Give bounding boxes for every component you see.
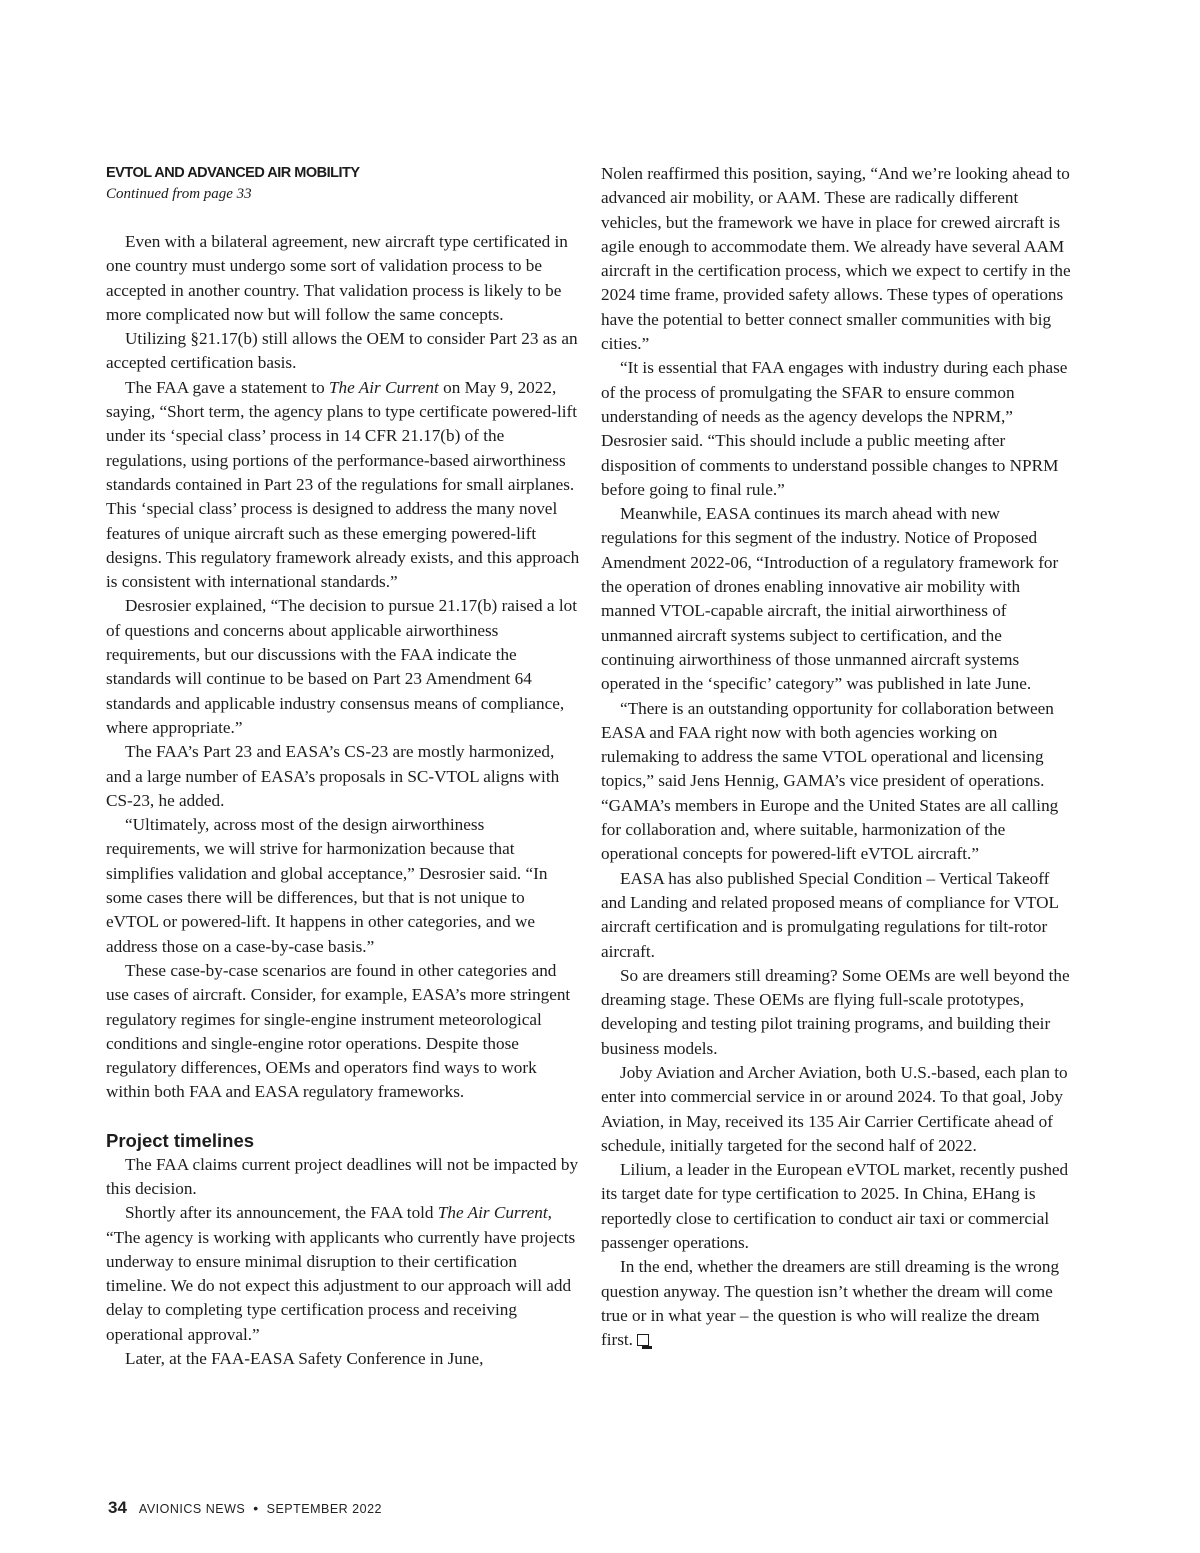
continued-from-note: Continued from page 33	[106, 186, 252, 202]
paragraph: EASA has also published Special Condition – Vertical Takeoff and Landing and related proposed means of compliance for VTOL aircraft certification and is promulgating regulations for tilt-rotor aircraft.	[601, 868, 1059, 961]
paragraph: The FAA claims current project deadlines will not be impacted by this decision.	[106, 1154, 579, 1198]
paragraph: “Ultimately, across most of the design airworthiness requirements, we will strive for harmonization because that simplifies validation and global acceptance,” Desrosier said. “In some cases there will be differences, but that is not unique to eVTOL or powered-lift. It happens in other categories, and we address those on a case-by-case basis.”	[106, 815, 548, 956]
paragraph	[106, 1201, 580, 1347]
publication-title: The Air Current	[328, 377, 439, 397]
paragraph	[106, 376, 580, 595]
paragraph-text: The FAA gave a statement to	[125, 377, 329, 397]
paragraph: Nolen reaffirmed this position, saying, “And we’re looking ahead to advanced air mobility, or AAM. These are radically different vehicles, but the framework we have in place for crewed aircraft is agile enough to accommodate them. We already have several AAM aircraft in the certification process, which we expect to certify in the 2024 time frame, provided safety allows. These types of operations have the potential to better connect smaller communities with big cities.”	[601, 164, 1071, 354]
paragraph-text: , “The agency is working with applicants who currently have projects underway to ensure minimal disruption to their certification timeline. We do not expect this adjustment to our approach will add delay to completing type certification process and receiving operational approval.”	[106, 1203, 576, 1344]
paragraph: So are dreamers still dreaming? Some OEMs are well beyond the dreaming stage. These OEMs are flying full-scale prototypes, developing and testing pilot training programs, and building their business models.	[601, 965, 1070, 1058]
page-number: 34	[108, 1498, 127, 1517]
publication-name: AVIONICS NEWS	[138, 1502, 246, 1516]
paragraph: “It is essential that FAA engages with industry during each phase of the process of promulgating the SFAR to ensure common understanding of needs as the agency develops the NPRM,” Desrosier said. “This should include a public meeting after disposition of comments to understand possible changes to NPRM before going to final rule.”	[601, 358, 1068, 499]
end-of-article-box-icon	[637, 1334, 649, 1346]
footer-separator: •	[253, 1500, 259, 1516]
paragraph: Lilium, a leader in the European eVTOL market, recently pushed its target date for type certification to 2025. In China, EHang is reportedly close to certification to conduct air taxi or commercial passenger operations.	[601, 1160, 1069, 1253]
paragraph: Later, at the FAA-EASA Safety Conference in June,	[125, 1349, 484, 1369]
publication-title: The Air Current	[437, 1203, 548, 1223]
subheading: Project timelines	[106, 1129, 255, 1151]
paragraph-text: In the end, whether the dreamers are still dreaming is the wrong question anyway. The question isn’t whether the dream will come true or in what year – the question is who will realize the dream first.	[601, 1257, 1060, 1350]
paragraph-text: on May 9, 2022, saying, “Short term, the agency plans to type certificate powered-lift under its ‘special class’ process in 14 CFR 21.17(b) of the regulations, using portions of the performance-based airworthiness standards contained in Part 23 of the regulations for small airplanes. This ‘special class’ process is designed to address the many novel features of unique aircraft such as these emerging powered-lift designs. This regulatory framework already exists, and this approach is consistent with international standards.”	[106, 377, 580, 592]
left-column	[106, 162, 580, 1371]
paragraph: “There is an outstanding opportunity for collaboration between EASA and FAA right now with both agencies working on rulemaking to address the same VTOL operational and licensing topics,” said Jens Hennig, GAMA’s vice president of operations. “GAMA’s members in Europe and the United States are all calling for collaboration and, where suitable, harmonization of the operational concepts for powered-lift eVTOL aircraft.”	[601, 698, 1059, 864]
paragraph: Joby Aviation and Archer Aviation, both U.S.-based, each plan to enter into commercial service in or around 2024. To that goal, Joby Aviation, in May, received its 135 Air Carrier Certificate ahead of schedule, initially targeted for the second half of 2022.	[601, 1062, 1068, 1155]
paragraph: These case-by-case scenarios are found in other categories and use cases of aircraft. Consider, for example, EASA’s more stringent regulatory regimes for single-engine instrument meteorological conditions and single-engine rotor operations. Despite those regulatory differences, OEMs and operators find ways to work within both FAA and EASA regulatory frameworks.	[106, 960, 571, 1102]
paragraph: Desrosier explained, “The decision to pursue 21.17(b) raised a lot of questions and concerns about applicable airworthiness requirements, but our discussions with the FAA indicate the standards will continue to be based on Part 23 Amendment 64 standards and applicable industry consensus means of compliance, where appropriate.”	[106, 596, 577, 737]
section-label: EVTOL AND ADVANCED AIR MOBILITY	[106, 165, 360, 181]
page-footer	[108, 1498, 382, 1518]
paragraph: Even with a bilateral agreement, new aircraft type certificated in one country must undergo some sort of validation process to be accepted in another country. That validation process is likely to be more complicated now but will follow the same concepts.	[106, 232, 568, 324]
right-column	[601, 162, 1073, 1353]
paragraph: Meanwhile, EASA continues its march ahead with new regulations for this segment of the industry. Notice of Proposed Amendment 2022-06, “Introduction of a regulatory framework for the operation of drones enabling innovative air mobility with manned VTOL-capable aircraft, the initial airworthiness of unmanned aircraft systems subject to certification, and the continuing airworthiness of those unmanned aircraft systems operated in the ‘specific’ category” was published in late June.	[601, 504, 1059, 694]
paragraph: Utilizing §21.17(b) still allows the OEM to consider Part 23 as an accepted certification basis.	[106, 329, 578, 373]
paragraph-text: Shortly after its announcement, the FAA told	[125, 1203, 438, 1223]
paragraph	[601, 1255, 1073, 1352]
issue-date: SEPTEMBER 2022	[266, 1502, 382, 1516]
paragraph: The FAA’s Part 23 and EASA’s CS-23 are mostly harmonized, and a large number of EASA’s proposals in SC-VTOL aligns with CS-23, he added.	[106, 742, 560, 810]
